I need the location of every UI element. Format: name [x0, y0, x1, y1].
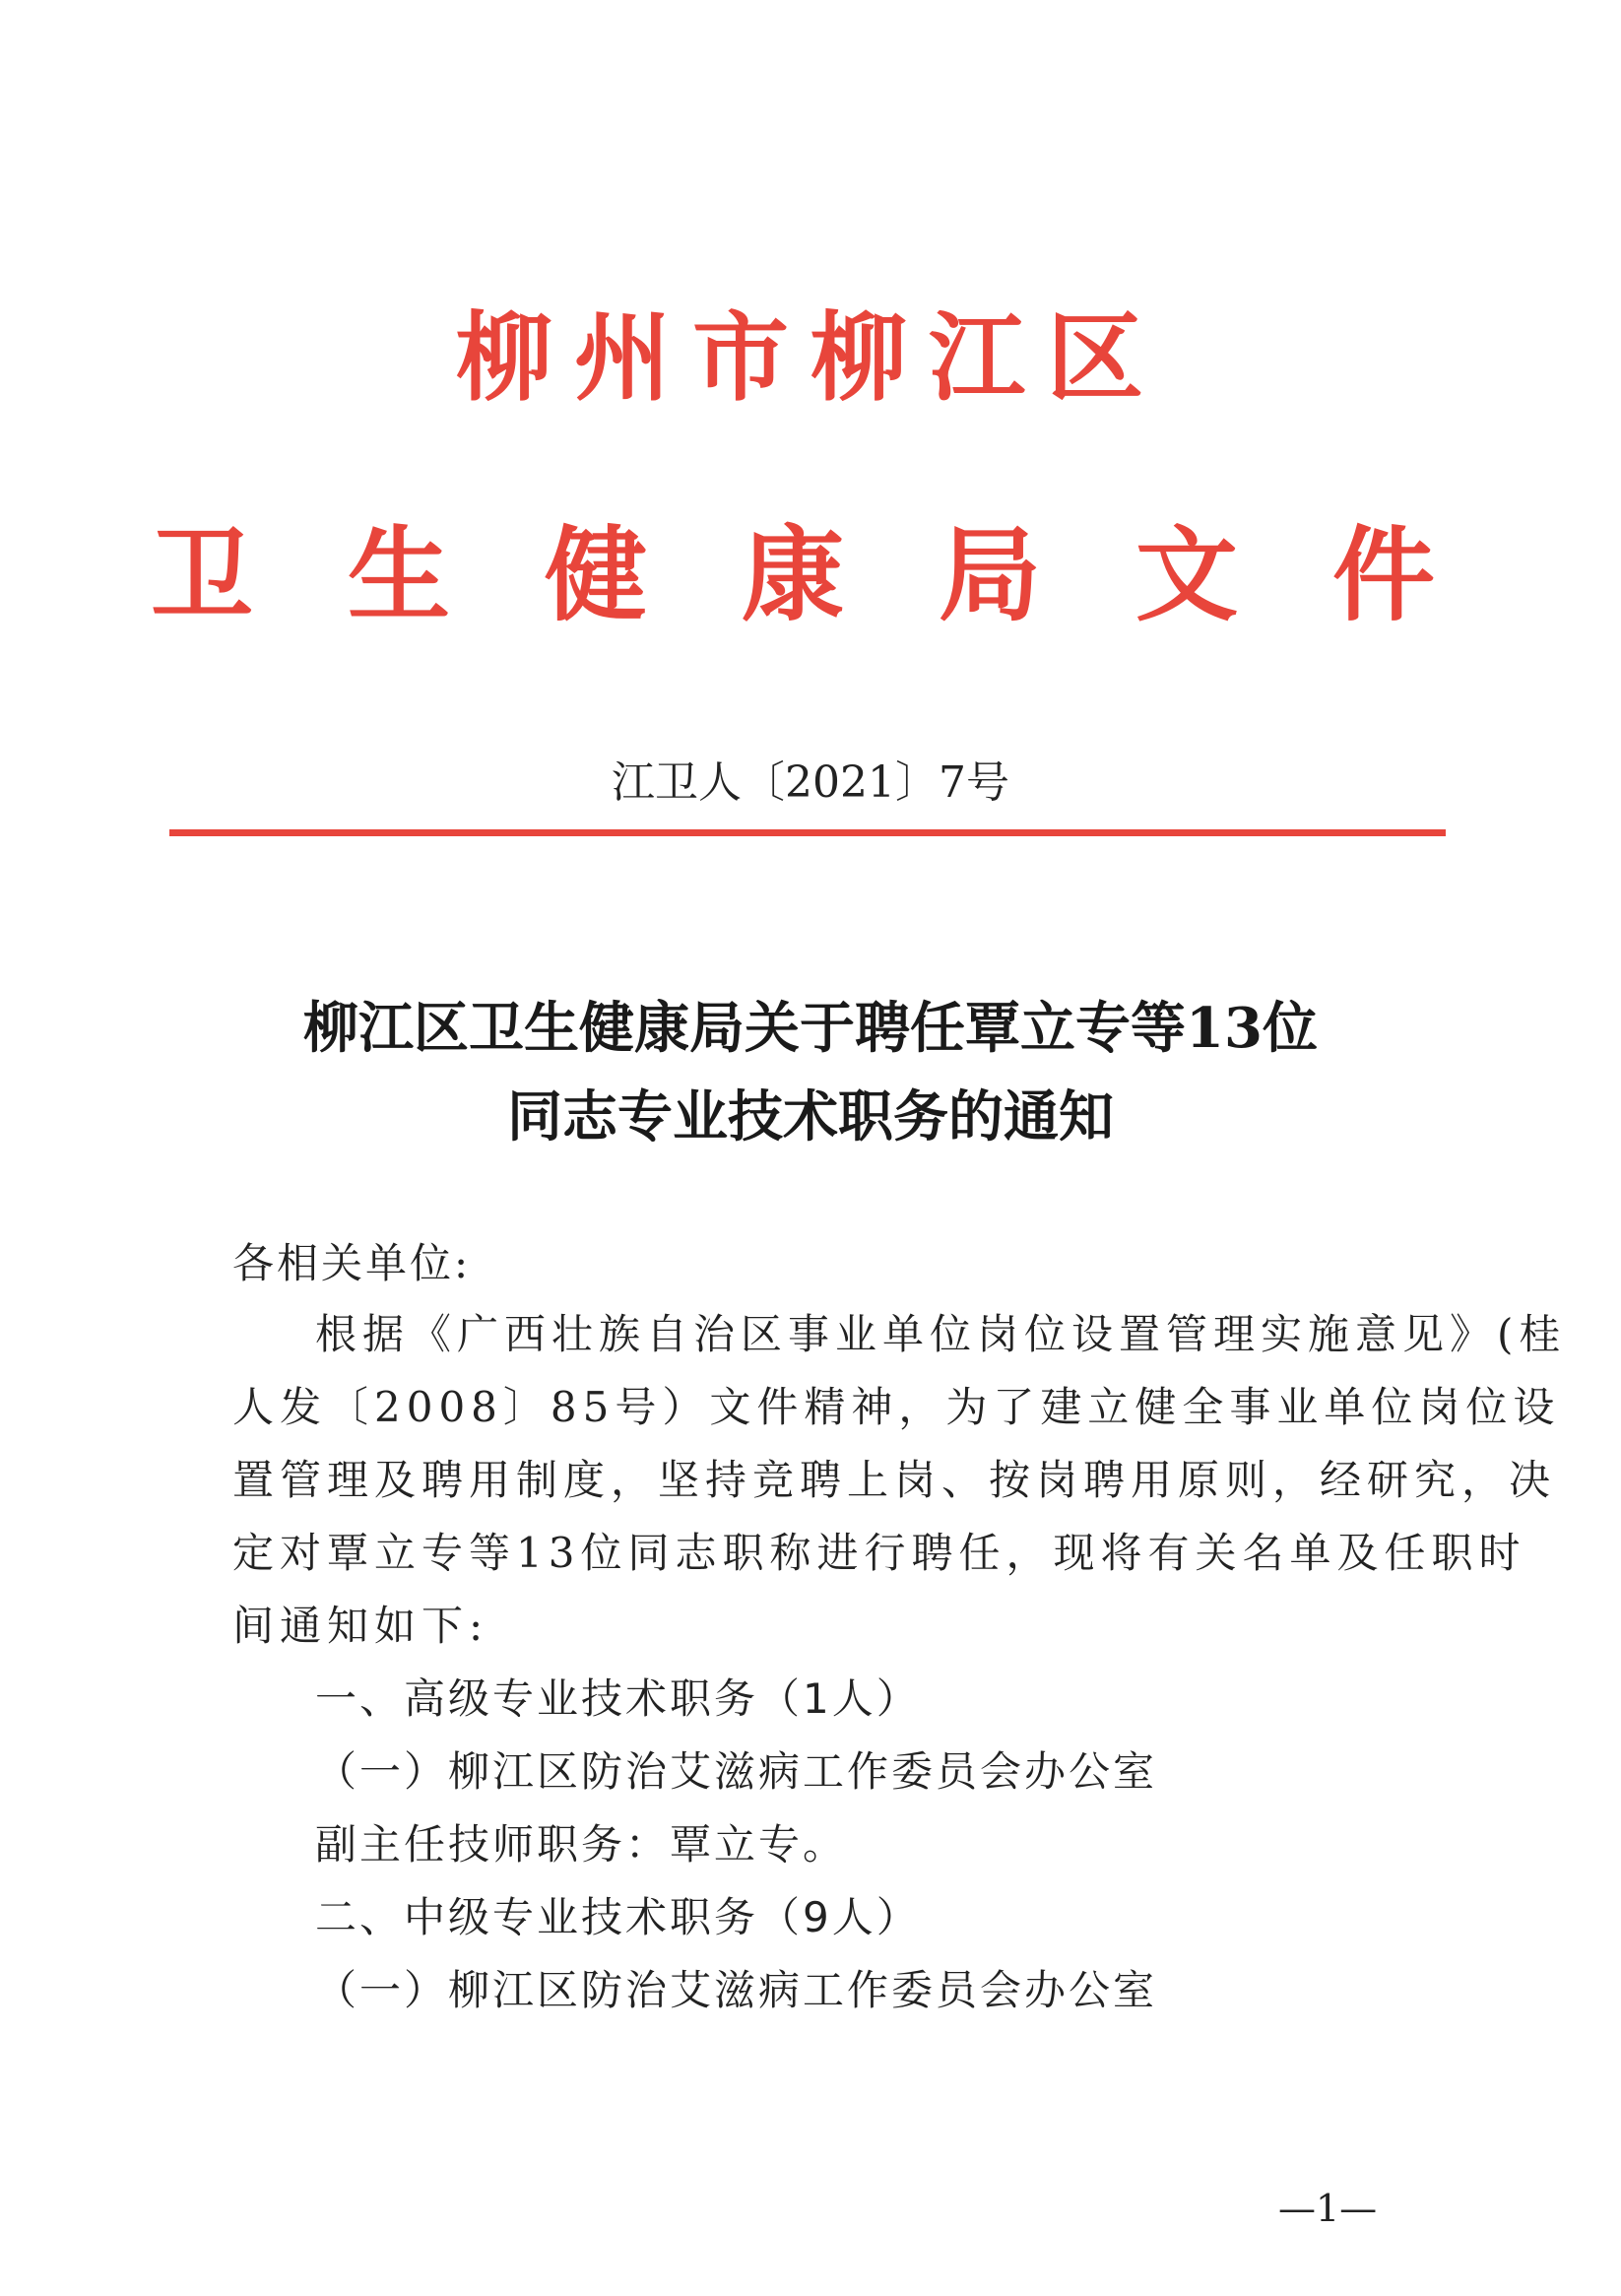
section-position: 副主任技师职务：覃立专。 — [315, 1820, 848, 1869]
document-title-line2: 同志专业技术职务的通知 — [507, 1084, 1114, 1149]
document-title-line1: 柳江区卫生健康局关于聘任覃立专等13位 — [303, 996, 1318, 1061]
issuer-header-line2: 卫生健康局文件 — [150, 514, 1529, 635]
paragraph-line: 置管理及聘用制度，坚持竞聘上岗、按岗聘用原则，经研究，决 — [232, 1456, 1557, 1504]
paragraph-line: 人发〔2008〕85号）文件精神，为了建立健全事业单位岗位设 — [232, 1383, 1561, 1431]
paragraph-line: 根据《广西壮族自治区事业单位岗位设置管理实施意见》(桂 — [315, 1310, 1567, 1358]
paragraph-line: 间通知如下: — [232, 1602, 489, 1650]
document-number: 江卫人〔2021〕7号 — [612, 757, 1009, 808]
salutation: 各相关单位: — [232, 1239, 472, 1287]
red-divider-line — [169, 829, 1446, 836]
page-number: —1— — [1278, 2187, 1378, 2230]
section-heading-intermediate: 二、中级专业技术职务（9人） — [315, 1893, 921, 1941]
issuer-header-line1: 柳州市柳江区 — [455, 301, 1165, 415]
section-unit: （一）柳江区防治艾滋病工作委员会办公室 — [315, 1747, 1158, 1796]
section-heading-senior: 一、高级专业技术职务（1人） — [315, 1674, 921, 1723]
section-unit: （一）柳江区防治艾滋病工作委员会办公室 — [315, 1966, 1158, 2014]
paragraph-line: 定对覃立专等13位同志职称进行聘任，现将有关名单及任职时 — [232, 1529, 1526, 1577]
